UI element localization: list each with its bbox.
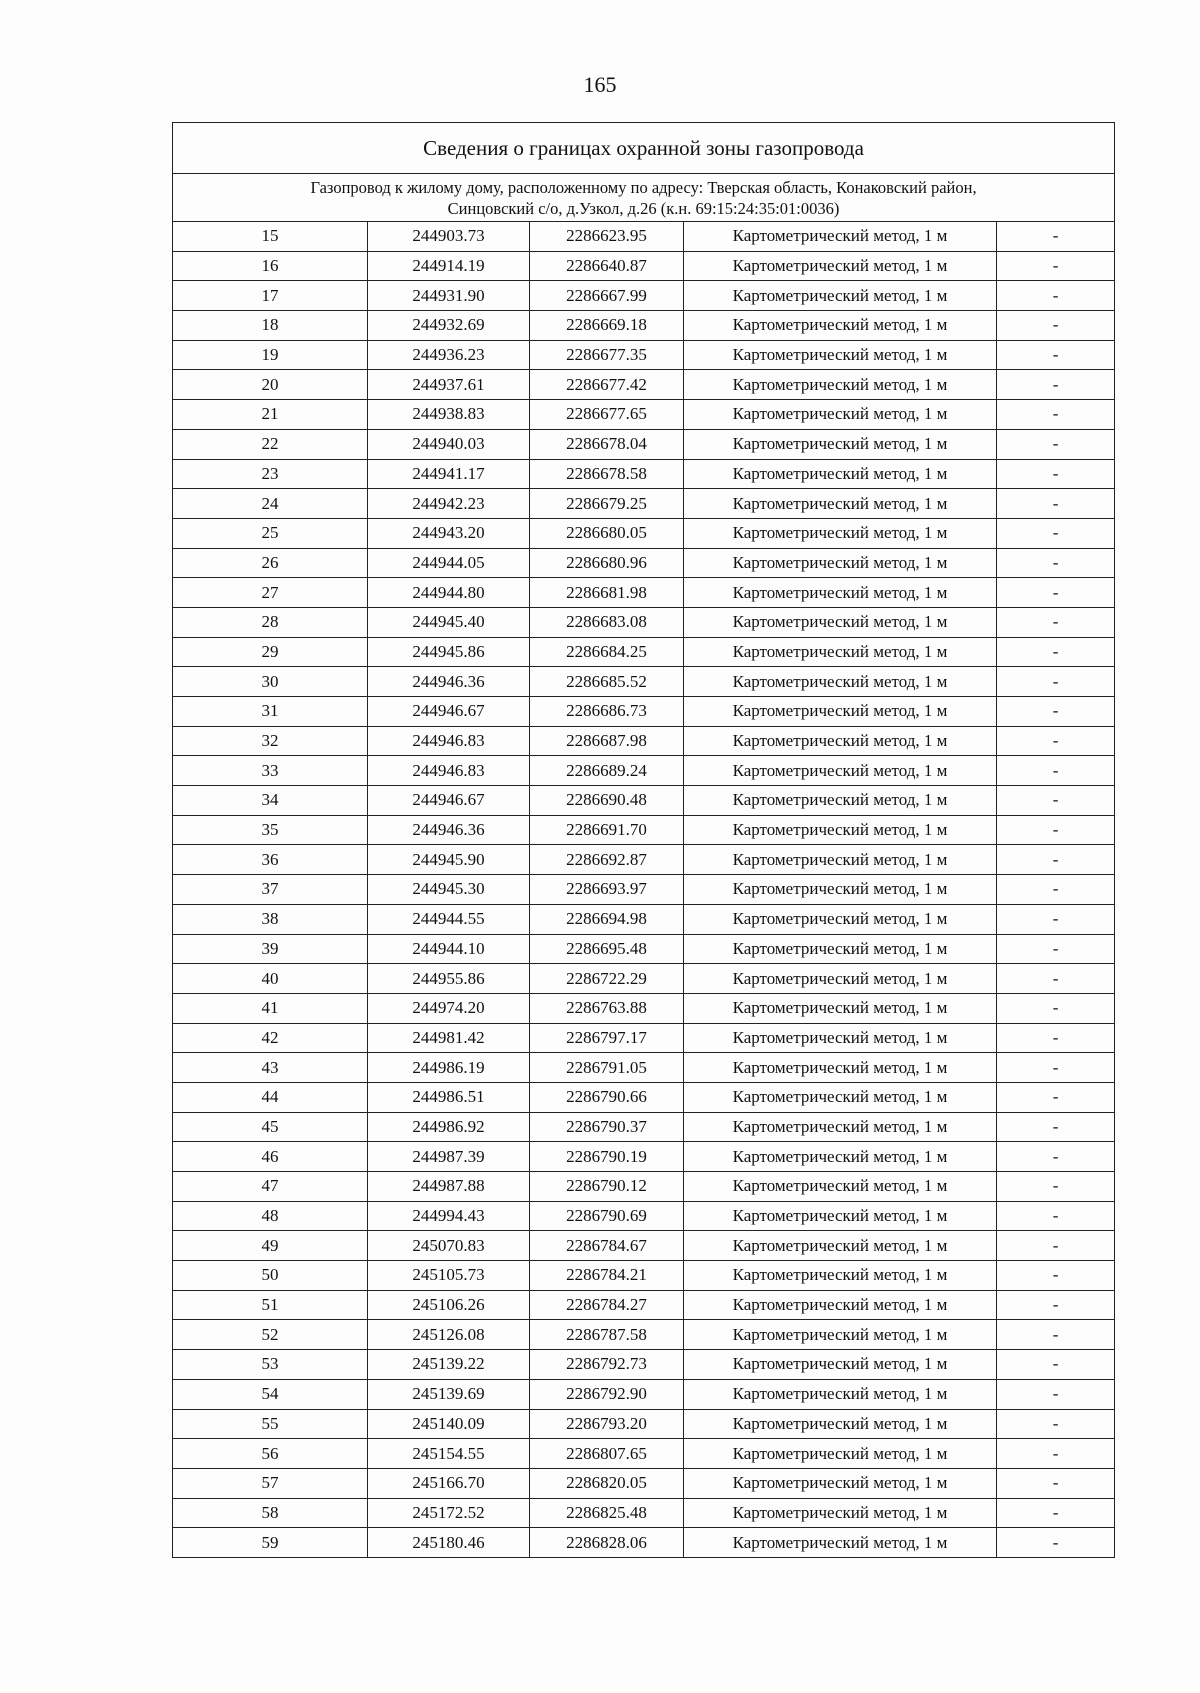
note-cell: -	[997, 1142, 1115, 1172]
table-row	[173, 667, 1115, 697]
table-row	[173, 459, 1115, 489]
table-row	[173, 934, 1115, 964]
note-cell: -	[997, 667, 1115, 697]
point-number-cell: 31	[173, 697, 368, 727]
y-coordinate-cell: 2286807.65	[530, 1439, 684, 1469]
table-row	[173, 1528, 1115, 1558]
x-coordinate-cell: 244987.39	[368, 1142, 530, 1172]
table-row	[173, 697, 1115, 727]
x-coordinate-cell: 244946.36	[368, 815, 530, 845]
x-coordinate-cell: 244932.69	[368, 311, 530, 341]
y-coordinate-cell: 2286678.58	[530, 459, 684, 489]
point-number-cell: 54	[173, 1379, 368, 1409]
method-cell: Картометрический метод, 1 м	[684, 934, 997, 964]
table-row	[173, 1231, 1115, 1261]
y-coordinate-cell: 2286685.52	[530, 667, 684, 697]
method-cell: Картометрический метод, 1 м	[684, 697, 997, 727]
note-cell: -	[997, 904, 1115, 934]
point-number-cell: 25	[173, 518, 368, 548]
x-coordinate-cell: 244944.05	[368, 548, 530, 578]
method-cell: Картометрический метод, 1 м	[684, 726, 997, 756]
table-row	[173, 1023, 1115, 1053]
y-coordinate-cell: 2286686.73	[530, 697, 684, 727]
method-cell: Картометрический метод, 1 м	[684, 607, 997, 637]
point-number-cell: 58	[173, 1498, 368, 1528]
y-coordinate-cell: 2286828.06	[530, 1528, 684, 1558]
table-row	[173, 311, 1115, 341]
note-cell: -	[997, 1498, 1115, 1528]
y-coordinate-cell: 2286825.48	[530, 1498, 684, 1528]
point-number-cell: 48	[173, 1201, 368, 1231]
x-coordinate-cell: 245140.09	[368, 1409, 530, 1439]
method-cell: Картометрический метод, 1 м	[684, 548, 997, 578]
note-cell: -	[997, 1112, 1115, 1142]
x-coordinate-cell: 244944.55	[368, 904, 530, 934]
note-cell: -	[997, 370, 1115, 400]
note-cell: -	[997, 964, 1115, 994]
x-coordinate-cell: 244994.43	[368, 1201, 530, 1231]
point-number-cell: 55	[173, 1409, 368, 1439]
table-row	[173, 251, 1115, 281]
point-number-cell: 37	[173, 875, 368, 905]
y-coordinate-cell: 2286763.88	[530, 993, 684, 1023]
method-cell: Картометрический метод, 1 м	[684, 518, 997, 548]
note-cell: -	[997, 726, 1115, 756]
method-cell: Картометрический метод, 1 м	[684, 1082, 997, 1112]
method-cell: Картометрический метод, 1 м	[684, 1261, 997, 1291]
method-cell: Картометрический метод, 1 м	[684, 756, 997, 786]
method-cell: Картометрический метод, 1 м	[684, 964, 997, 994]
table-row	[173, 637, 1115, 667]
x-coordinate-cell: 244903.73	[368, 222, 530, 252]
table-row	[173, 964, 1115, 994]
table-row	[173, 904, 1115, 934]
point-number-cell: 46	[173, 1142, 368, 1172]
point-number-cell: 35	[173, 815, 368, 845]
table-row	[173, 1409, 1115, 1439]
x-coordinate-cell: 244981.42	[368, 1023, 530, 1053]
y-coordinate-cell: 2286680.96	[530, 548, 684, 578]
y-coordinate-cell: 2286679.25	[530, 489, 684, 519]
x-coordinate-cell: 244946.83	[368, 756, 530, 786]
method-cell: Картометрический метод, 1 м	[684, 400, 997, 430]
table-row	[173, 489, 1115, 519]
table-row	[173, 1142, 1115, 1172]
method-cell: Картометрический метод, 1 м	[684, 786, 997, 816]
x-coordinate-cell: 244945.90	[368, 845, 530, 875]
method-cell: Картометрический метод, 1 м	[684, 904, 997, 934]
point-number-cell: 21	[173, 400, 368, 430]
method-cell: Картометрический метод, 1 м	[684, 429, 997, 459]
x-coordinate-cell: 244987.88	[368, 1172, 530, 1202]
note-cell: -	[997, 1261, 1115, 1291]
table-row	[173, 1379, 1115, 1409]
x-coordinate-cell: 245106.26	[368, 1290, 530, 1320]
note-cell: -	[997, 340, 1115, 370]
point-number-cell: 38	[173, 904, 368, 934]
method-cell: Картометрический метод, 1 м	[684, 1142, 997, 1172]
point-number-cell: 39	[173, 934, 368, 964]
y-coordinate-cell: 2286691.70	[530, 815, 684, 845]
x-coordinate-cell: 245139.22	[368, 1350, 530, 1380]
x-coordinate-cell: 244946.83	[368, 726, 530, 756]
method-cell: Картометрический метод, 1 м	[684, 1053, 997, 1083]
x-coordinate-cell: 245070.83	[368, 1231, 530, 1261]
y-coordinate-cell: 2286695.48	[530, 934, 684, 964]
table-row	[173, 400, 1115, 430]
y-coordinate-cell: 2286790.69	[530, 1201, 684, 1231]
subtitle-line-2: Синцовский с/о, д.Узкол, д.26 (к.н. 69:15:24:35:01:0036)	[447, 198, 840, 218]
note-cell: -	[997, 1231, 1115, 1261]
page-number: 165	[583, 72, 617, 97]
y-coordinate-cell: 2286793.20	[530, 1409, 684, 1439]
note-cell: -	[997, 548, 1115, 578]
table-row	[173, 845, 1115, 875]
point-number-cell: 45	[173, 1112, 368, 1142]
method-cell: Картометрический метод, 1 м	[684, 370, 997, 400]
x-coordinate-cell: 244974.20	[368, 993, 530, 1023]
table-row	[173, 1290, 1115, 1320]
x-coordinate-cell: 244936.23	[368, 340, 530, 370]
table-row	[173, 1053, 1115, 1083]
x-coordinate-cell: 244943.20	[368, 518, 530, 548]
x-coordinate-cell: 244931.90	[368, 281, 530, 311]
method-cell: Картометрический метод, 1 м	[684, 1320, 997, 1350]
point-number-cell: 24	[173, 489, 368, 519]
y-coordinate-cell: 2286722.29	[530, 964, 684, 994]
y-coordinate-cell: 2286684.25	[530, 637, 684, 667]
table-row	[173, 607, 1115, 637]
method-cell: Картометрический метод, 1 м	[684, 667, 997, 697]
y-coordinate-cell: 2286690.48	[530, 786, 684, 816]
point-number-cell: 47	[173, 1172, 368, 1202]
y-coordinate-cell: 2286692.87	[530, 845, 684, 875]
y-coordinate-cell: 2286797.17	[530, 1023, 684, 1053]
note-cell: -	[997, 875, 1115, 905]
x-coordinate-cell: 244986.92	[368, 1112, 530, 1142]
note-cell: -	[997, 459, 1115, 489]
x-coordinate-cell: 244942.23	[368, 489, 530, 519]
note-cell: -	[997, 934, 1115, 964]
table-title: Сведения о границах охранной зоны газопровода	[173, 123, 1115, 174]
method-cell: Картометрический метод, 1 м	[684, 875, 997, 905]
note-cell: -	[997, 578, 1115, 608]
table-title-row	[173, 123, 1115, 174]
table-row	[173, 578, 1115, 608]
note-cell: -	[997, 1468, 1115, 1498]
point-number-cell: 49	[173, 1231, 368, 1261]
x-coordinate-cell: 245105.73	[368, 1261, 530, 1291]
method-cell: Картометрический метод, 1 м	[684, 1290, 997, 1320]
y-coordinate-cell: 2286790.12	[530, 1172, 684, 1202]
note-cell: -	[997, 1053, 1115, 1083]
y-coordinate-cell: 2286623.95	[530, 222, 684, 252]
method-cell: Картометрический метод, 1 м	[684, 1023, 997, 1053]
point-number-cell: 41	[173, 993, 368, 1023]
y-coordinate-cell: 2286784.27	[530, 1290, 684, 1320]
y-coordinate-cell: 2286791.05	[530, 1053, 684, 1083]
y-coordinate-cell: 2286683.08	[530, 607, 684, 637]
note-cell: -	[997, 1172, 1115, 1202]
note-cell: -	[997, 1320, 1115, 1350]
table-row	[173, 1320, 1115, 1350]
note-cell: -	[997, 815, 1115, 845]
method-cell: Картометрический метод, 1 м	[684, 1498, 997, 1528]
note-cell: -	[997, 607, 1115, 637]
y-coordinate-cell: 2286790.37	[530, 1112, 684, 1142]
table-row	[173, 429, 1115, 459]
x-coordinate-cell: 244940.03	[368, 429, 530, 459]
y-coordinate-cell: 2286693.97	[530, 875, 684, 905]
table-row	[173, 1498, 1115, 1528]
table-body	[173, 123, 1115, 1558]
method-cell: Картометрический метод, 1 м	[684, 1409, 997, 1439]
y-coordinate-cell: 2286687.98	[530, 726, 684, 756]
note-cell: -	[997, 637, 1115, 667]
table-row	[173, 786, 1115, 816]
point-number-cell: 59	[173, 1528, 368, 1558]
note-cell: -	[997, 281, 1115, 311]
point-number-cell: 19	[173, 340, 368, 370]
point-number-cell: 36	[173, 845, 368, 875]
method-cell: Картометрический метод, 1 м	[684, 637, 997, 667]
y-coordinate-cell: 2286677.35	[530, 340, 684, 370]
table-row	[173, 726, 1115, 756]
x-coordinate-cell: 244986.19	[368, 1053, 530, 1083]
point-number-cell: 57	[173, 1468, 368, 1498]
note-cell: -	[997, 251, 1115, 281]
x-coordinate-cell: 244914.19	[368, 251, 530, 281]
table-row	[173, 1439, 1115, 1469]
point-number-cell: 16	[173, 251, 368, 281]
method-cell: Картометрический метод, 1 м	[684, 340, 997, 370]
point-number-cell: 50	[173, 1261, 368, 1291]
table-row	[173, 518, 1115, 548]
point-number-cell: 51	[173, 1290, 368, 1320]
point-number-cell: 23	[173, 459, 368, 489]
method-cell: Картометрический метод, 1 м	[684, 1112, 997, 1142]
method-cell: Картометрический метод, 1 м	[684, 1528, 997, 1558]
method-cell: Картометрический метод, 1 м	[684, 1468, 997, 1498]
method-cell: Картометрический метод, 1 м	[684, 222, 997, 252]
table-row	[173, 756, 1115, 786]
point-number-cell: 30	[173, 667, 368, 697]
note-cell: -	[997, 222, 1115, 252]
point-number-cell: 53	[173, 1350, 368, 1380]
method-cell: Картометрический метод, 1 м	[684, 1201, 997, 1231]
y-coordinate-cell: 2286790.19	[530, 1142, 684, 1172]
note-cell: -	[997, 786, 1115, 816]
point-number-cell: 56	[173, 1439, 368, 1469]
x-coordinate-cell: 244946.36	[368, 667, 530, 697]
x-coordinate-cell: 244955.86	[368, 964, 530, 994]
y-coordinate-cell: 2286790.66	[530, 1082, 684, 1112]
x-coordinate-cell: 244944.10	[368, 934, 530, 964]
x-coordinate-cell: 244941.17	[368, 459, 530, 489]
y-coordinate-cell: 2286787.58	[530, 1320, 684, 1350]
x-coordinate-cell: 245172.52	[368, 1498, 530, 1528]
table-row	[173, 1201, 1115, 1231]
table-row	[173, 370, 1115, 400]
x-coordinate-cell: 244937.61	[368, 370, 530, 400]
point-number-cell: 15	[173, 222, 368, 252]
table-row	[173, 281, 1115, 311]
method-cell: Картометрический метод, 1 м	[684, 489, 997, 519]
y-coordinate-cell: 2286677.65	[530, 400, 684, 430]
x-coordinate-cell: 245166.70	[368, 1468, 530, 1498]
note-cell: -	[997, 400, 1115, 430]
y-coordinate-cell: 2286689.24	[530, 756, 684, 786]
x-coordinate-cell: 245139.69	[368, 1379, 530, 1409]
x-coordinate-cell: 244944.80	[368, 578, 530, 608]
note-cell: -	[997, 1290, 1115, 1320]
method-cell: Картометрический метод, 1 м	[684, 845, 997, 875]
table-row	[173, 1112, 1115, 1142]
y-coordinate-cell: 2286694.98	[530, 904, 684, 934]
point-number-cell: 42	[173, 1023, 368, 1053]
point-number-cell: 43	[173, 1053, 368, 1083]
point-number-cell: 52	[173, 1320, 368, 1350]
y-coordinate-cell: 2286792.73	[530, 1350, 684, 1380]
y-coordinate-cell: 2286669.18	[530, 311, 684, 341]
point-number-cell: 34	[173, 786, 368, 816]
table-row	[173, 1350, 1115, 1380]
note-cell: -	[997, 845, 1115, 875]
note-cell: -	[997, 489, 1115, 519]
method-cell: Картометрический метод, 1 м	[684, 1439, 997, 1469]
point-number-cell: 32	[173, 726, 368, 756]
method-cell: Картометрический метод, 1 м	[684, 1231, 997, 1261]
x-coordinate-cell: 244946.67	[368, 786, 530, 816]
point-number-cell: 29	[173, 637, 368, 667]
method-cell: Картометрический метод, 1 м	[684, 993, 997, 1023]
point-number-cell: 27	[173, 578, 368, 608]
table-row	[173, 222, 1115, 252]
y-coordinate-cell: 2286667.99	[530, 281, 684, 311]
point-number-cell: 22	[173, 429, 368, 459]
y-coordinate-cell: 2286784.67	[530, 1231, 684, 1261]
table-subtitle	[173, 174, 1115, 222]
note-cell: -	[997, 311, 1115, 341]
note-cell: -	[997, 1528, 1115, 1558]
table-subtitle-row	[173, 174, 1115, 222]
note-cell: -	[997, 993, 1115, 1023]
x-coordinate-cell: 244945.30	[368, 875, 530, 905]
method-cell: Картометрический метод, 1 м	[684, 459, 997, 489]
method-cell: Картометрический метод, 1 м	[684, 311, 997, 341]
x-coordinate-cell: 245180.46	[368, 1528, 530, 1558]
note-cell: -	[997, 1350, 1115, 1380]
subtitle-line-1: Газопровод к жилому дому, расположенному по адресу: Тверская область, Конаковский район,	[310, 177, 977, 197]
x-coordinate-cell: 244986.51	[368, 1082, 530, 1112]
note-cell: -	[997, 1082, 1115, 1112]
table-row	[173, 815, 1115, 845]
point-number-cell: 20	[173, 370, 368, 400]
method-cell: Картометрический метод, 1 м	[684, 1172, 997, 1202]
point-number-cell: 28	[173, 607, 368, 637]
x-coordinate-cell: 244945.86	[368, 637, 530, 667]
x-coordinate-cell: 244938.83	[368, 400, 530, 430]
note-cell: -	[997, 1409, 1115, 1439]
method-cell: Картометрический метод, 1 м	[684, 815, 997, 845]
y-coordinate-cell: 2286681.98	[530, 578, 684, 608]
x-coordinate-cell: 245154.55	[368, 1439, 530, 1469]
table-row	[173, 1468, 1115, 1498]
point-number-cell: 40	[173, 964, 368, 994]
note-cell: -	[997, 429, 1115, 459]
note-cell: -	[997, 756, 1115, 786]
table-row	[173, 993, 1115, 1023]
note-cell: -	[997, 518, 1115, 548]
x-coordinate-cell: 244946.67	[368, 697, 530, 727]
y-coordinate-cell: 2286680.05	[530, 518, 684, 548]
point-number-cell: 17	[173, 281, 368, 311]
note-cell: -	[997, 1379, 1115, 1409]
method-cell: Картометрический метод, 1 м	[684, 578, 997, 608]
table-row	[173, 1082, 1115, 1112]
y-coordinate-cell: 2286784.21	[530, 1261, 684, 1291]
y-coordinate-cell: 2286792.90	[530, 1379, 684, 1409]
table-row	[173, 875, 1115, 905]
method-cell: Картометрический метод, 1 м	[684, 251, 997, 281]
note-cell: -	[997, 1201, 1115, 1231]
note-cell: -	[997, 1439, 1115, 1469]
note-cell: -	[997, 1023, 1115, 1053]
y-coordinate-cell: 2286640.87	[530, 251, 684, 281]
y-coordinate-cell: 2286678.04	[530, 429, 684, 459]
point-number-cell: 18	[173, 311, 368, 341]
method-cell: Картометрический метод, 1 м	[684, 1350, 997, 1380]
x-coordinate-cell: 244945.40	[368, 607, 530, 637]
method-cell: Картометрический метод, 1 м	[684, 281, 997, 311]
y-coordinate-cell: 2286677.42	[530, 370, 684, 400]
table-row	[173, 340, 1115, 370]
table-row	[173, 548, 1115, 578]
point-number-cell: 26	[173, 548, 368, 578]
protection-zone-table	[172, 122, 1115, 1558]
y-coordinate-cell: 2286820.05	[530, 1468, 684, 1498]
note-cell: -	[997, 697, 1115, 727]
point-number-cell: 44	[173, 1082, 368, 1112]
x-coordinate-cell: 245126.08	[368, 1320, 530, 1350]
point-number-cell: 33	[173, 756, 368, 786]
table-row	[173, 1172, 1115, 1202]
method-cell: Картометрический метод, 1 м	[684, 1379, 997, 1409]
table-row	[173, 1261, 1115, 1291]
